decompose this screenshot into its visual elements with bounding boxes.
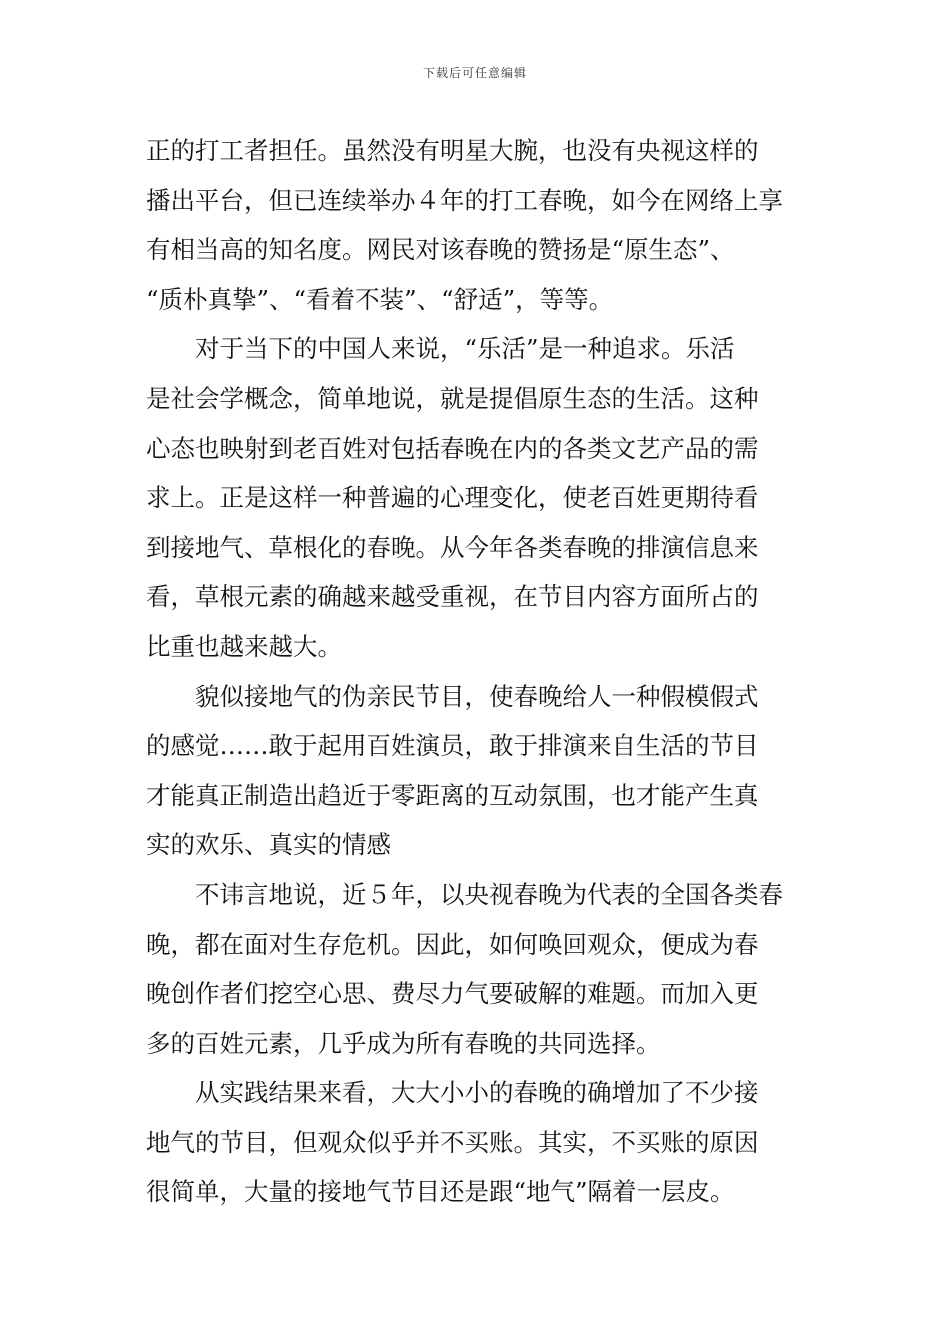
text-line: 晚创作者们挖空心思、费尽力气要破解的难题。而加入更 <box>146 979 759 1009</box>
text-line: 多的百姓元素，几乎成为所有春晚的共同选择。 <box>146 1028 661 1058</box>
text-line: 比重也越来越大。 <box>146 631 342 661</box>
text-line: 有相当高的知名度。网民对该春晚的赞扬是“原生态”、 <box>146 235 735 265</box>
text-line: 才能真正制造出趋近于零距离的互动氛围，也才能产生真 <box>146 780 759 810</box>
text-line: 播出平台，但已连续举办４年的打工春晚，如今在网络上享 <box>146 185 783 215</box>
text-line: 是社会学概念，简单地说，就是提倡原生态的生活。这种 <box>146 383 759 413</box>
body-text <box>146 126 811 1217</box>
text-line: 很简单，大量的接地气节目还是跟“地气”隔着一层皮。 <box>146 1177 735 1207</box>
text-line: 晚，都在面对生存危机。因此，如何唤回观众，便成为春 <box>146 929 759 959</box>
text-line: 实的欢乐、真实的情感 <box>146 830 391 860</box>
text-line: 地气的节目，但观众似乎并不买账。其实，不买账的原因 <box>146 1127 759 1157</box>
text-line: “质朴真挚”、“看着不装”、“舒适”，等等。 <box>146 284 614 314</box>
paragraph-first-line: 从实践结果来看，大大小小的春晚的确增加了不少接 <box>195 1078 759 1108</box>
page-header-note: 下载后可任意编辑 <box>422 66 527 80</box>
text-line: 求上。正是这样一种普遍的心理变化，使老百姓更期待看 <box>146 483 759 513</box>
text-line: 的感觉……敢于起用百姓演员，敢于排演来自生活的节目 <box>146 731 759 761</box>
text-line: 看，草根元素的确越来越受重视，在节目内容方面所占的 <box>146 582 759 612</box>
text-line: 心态也映射到老百姓对包括春晚在内的各类文艺产品的需 <box>146 433 759 463</box>
text-line: 到接地气、草根化的春晚。从今年各类春晚的排演信息来 <box>146 532 759 562</box>
paragraph-first-line: 貌似接地气的伪亲民节目，使春晚给人一种假模假式 <box>195 681 759 711</box>
paragraph-first-line: 对于当下的中国人来说，“乐活”是一种追求。乐活 <box>195 334 735 364</box>
text-line: 正的打工者担任。虽然没有明星大腕，也没有央视这样的 <box>146 136 759 165</box>
paragraph-first-line: 不讳言地说，近５年，以央视春晚为代表的全国各类春 <box>195 879 783 909</box>
